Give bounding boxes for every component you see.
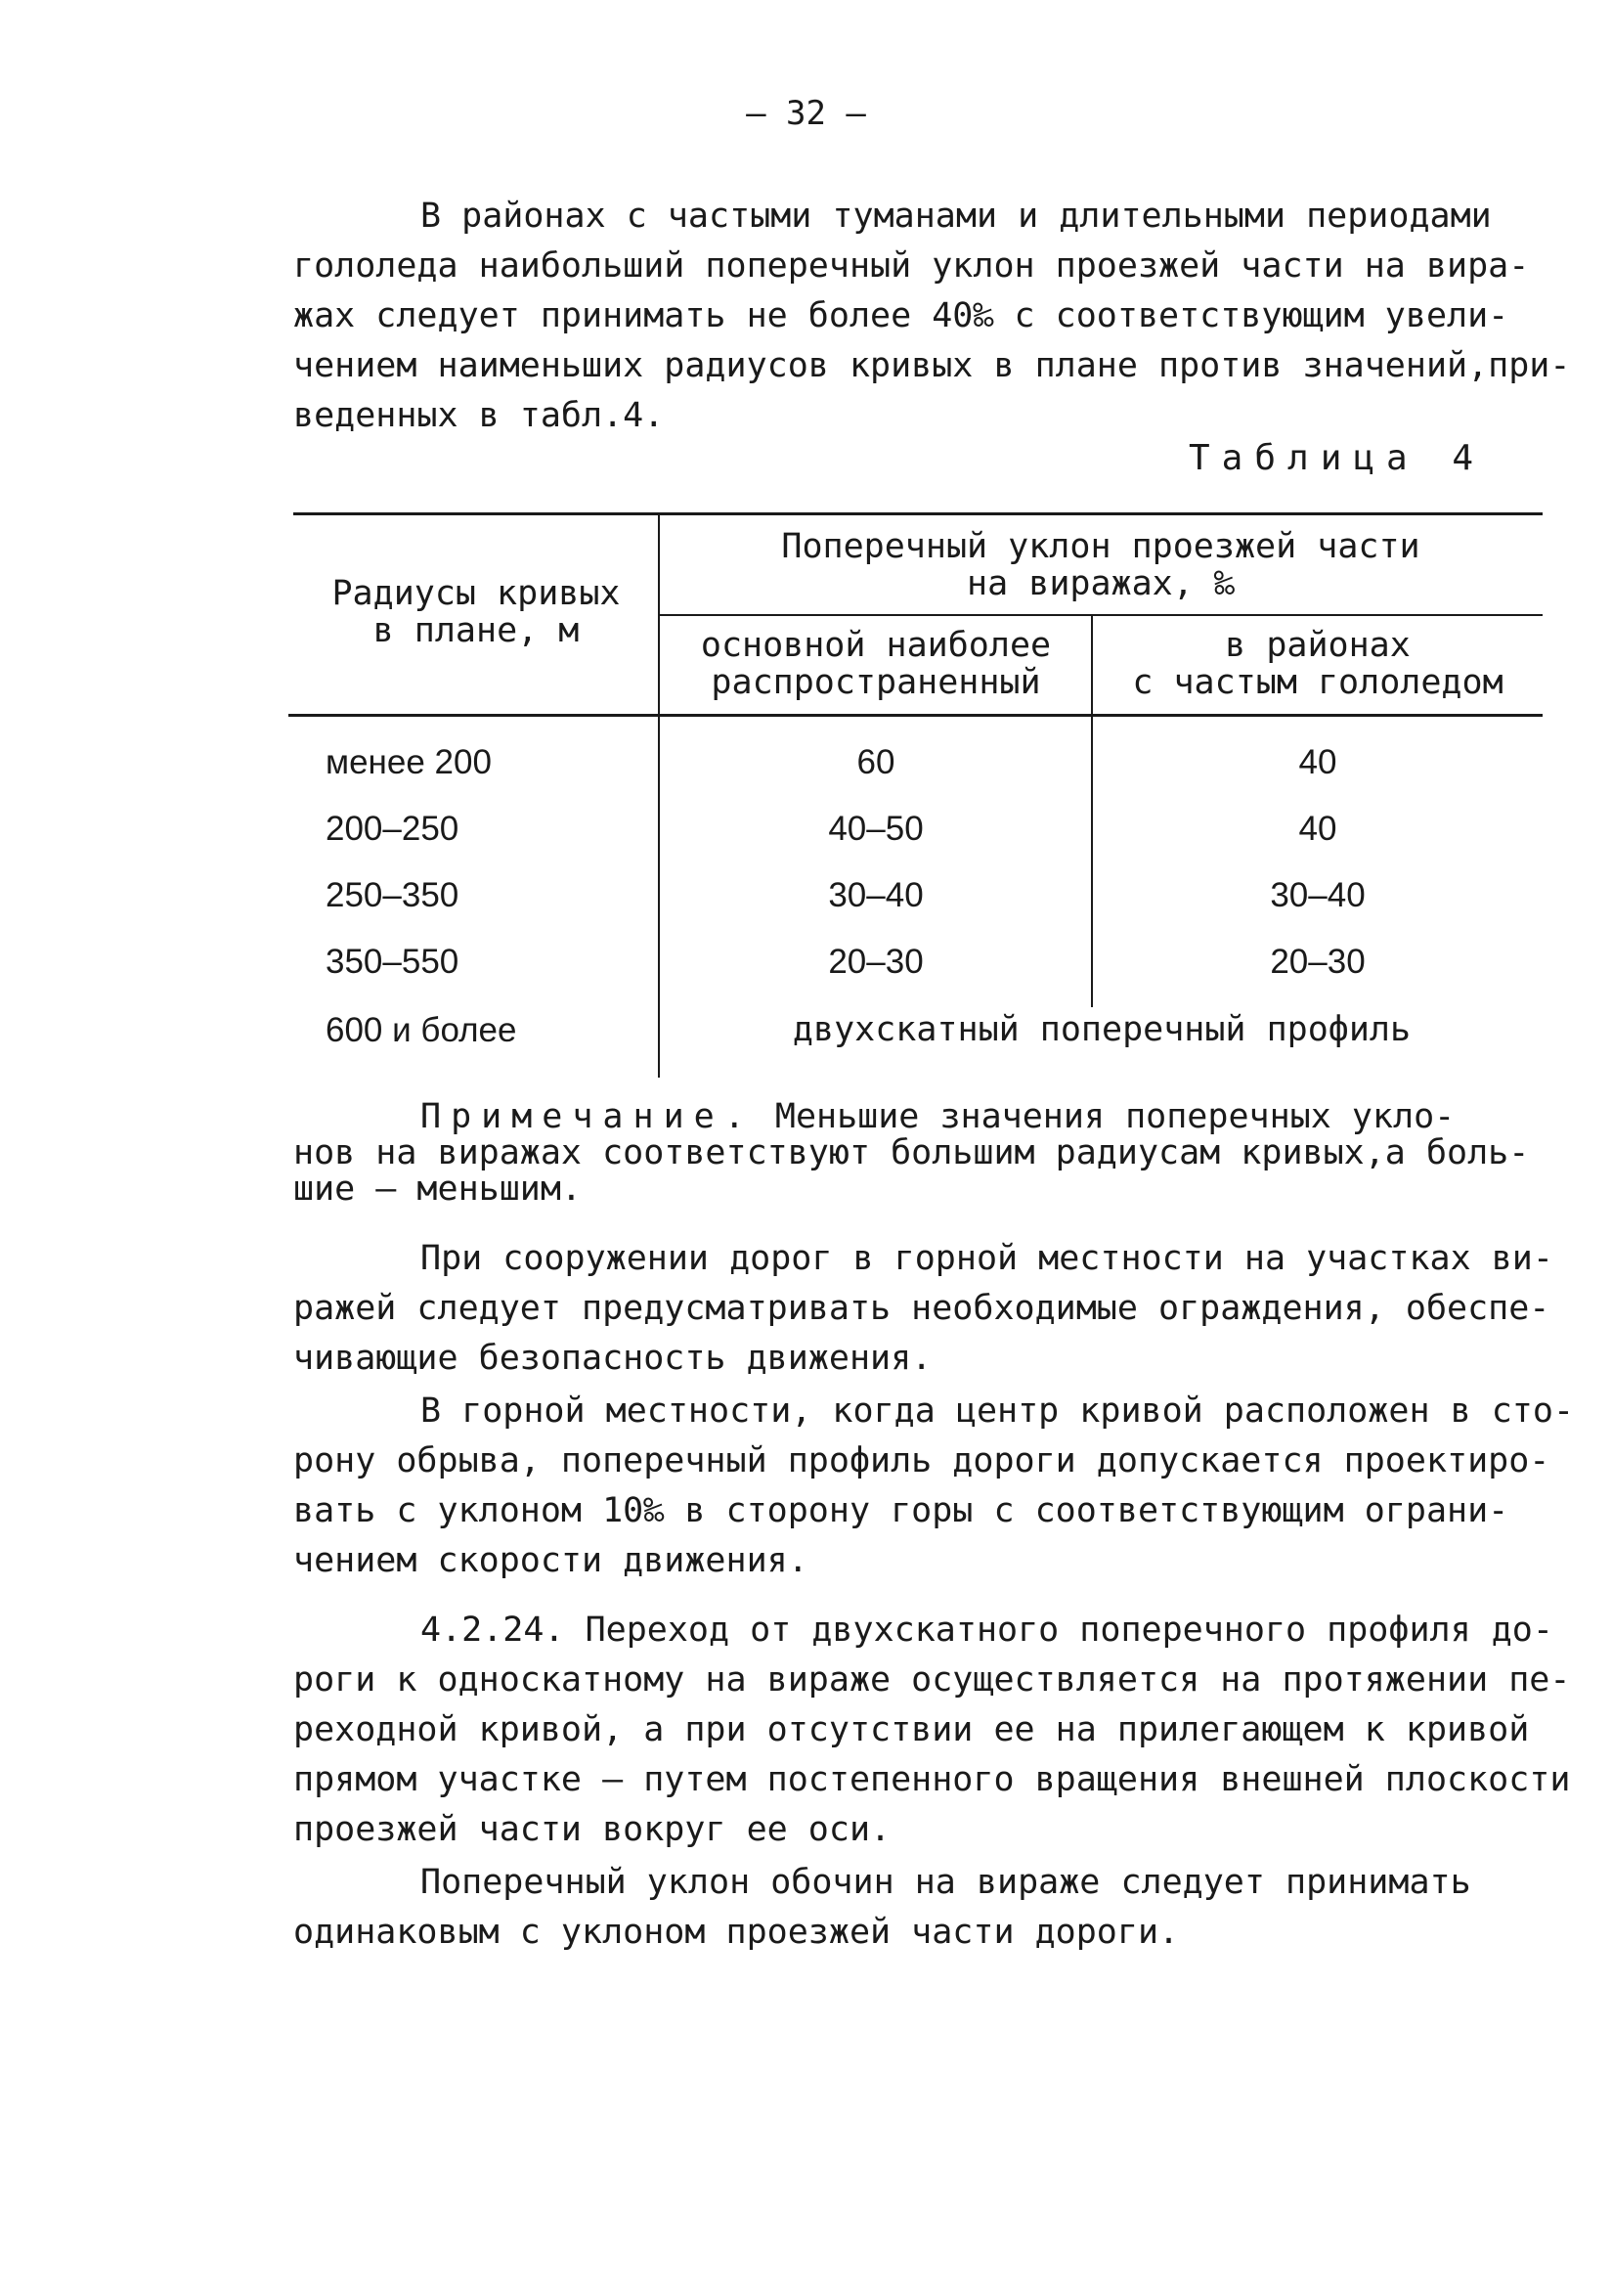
text-line: рону обрыва, поперечный профиль дороги допускается проектиро-	[293, 1441, 1550, 1480]
row-radius: 600 и более	[326, 1011, 517, 1049]
text-line: веденных в табл.4.	[293, 396, 665, 435]
row-radius: 350–550	[326, 943, 459, 981]
header-main-line1: основной наиболее	[700, 626, 1052, 665]
text-line: В районах с частыми туманами и длительными периодами	[420, 197, 1492, 236]
text-line: 4.2.24. Переход от двухскатного поперечного профиля до-	[420, 1611, 1553, 1650]
text-line: Поперечный уклон обочин на вираже следует принимать	[420, 1863, 1471, 1902]
paragraph-mountain-slope	[293, 1387, 1575, 1586]
paragraph-4-2-24	[293, 1606, 1571, 1855]
table-subheader-rule	[659, 614, 1543, 616]
row-ice: 20–30	[1270, 943, 1366, 981]
paragraph-mountain-barriers	[293, 1234, 1564, 1384]
header-slope-line1: Поперечный уклон проезжей части	[781, 527, 1420, 566]
text-line: реходной кривой, а при отсутствии ее на прилегающем к кривой	[293, 1710, 1530, 1749]
table-label: Таблица 4	[1189, 438, 1486, 478]
paragraph-fog-ice	[293, 192, 1571, 441]
text-line: жах следует принимать не более 40‰ с соответствующим увели-	[293, 296, 1509, 335]
row-main: 60	[856, 743, 895, 781]
row-main: 20–30	[828, 943, 924, 981]
header-slope-group	[659, 528, 1543, 602]
table-header-bottom-rule	[288, 714, 1543, 717]
table-note	[293, 1099, 1554, 1208]
text-line: чением наименьших радиусов кривых в плане против значений,при-	[293, 346, 1571, 385]
note-line: шие – меньшим.	[293, 1170, 583, 1209]
text-line: гололеда наибольший поперечный уклон проезжей части на вира-	[293, 246, 1530, 286]
row-ice: 40	[1298, 743, 1337, 781]
row-merged: двухскатный поперечный профиль	[792, 1010, 1412, 1049]
row-main: 40–50	[828, 810, 924, 848]
header-main	[661, 627, 1091, 701]
row-radius: 250–350	[326, 876, 459, 914]
row-radius: менее 200	[326, 743, 492, 781]
text-line: ражей следует предусматривать необходимые ограждения, обеспе-	[293, 1289, 1550, 1328]
header-ice	[1093, 627, 1543, 701]
text-line: чивающие безопасность движения.	[293, 1339, 933, 1378]
note-line: нов на виражах соответствуют большим радиусам кривых,а боль-	[293, 1133, 1530, 1172]
header-slope-line2: на виражах, ‰	[967, 564, 1235, 603]
note-label: Примечание.	[420, 1097, 755, 1136]
text-line: При сооружении дорог в горной местности на участках ви-	[420, 1239, 1553, 1278]
text-line: прямом участке – путем постепенного вращения внешней плоскости	[293, 1760, 1571, 1799]
header-radius-line2: в плане, м	[372, 611, 580, 650]
header-ice-line2: с частым гололедом	[1132, 663, 1503, 702]
row-ice: 30–40	[1270, 876, 1366, 914]
text-line: В горной местности, когда центр кривой расположен в сто-	[420, 1391, 1575, 1431]
row-radius: 200–250	[326, 810, 459, 848]
page-number: — 32 —	[746, 94, 866, 133]
paragraph-shoulder	[293, 1858, 1564, 1958]
text-line: одинаковым с уклоном проезжей части дороги.	[293, 1913, 1180, 1952]
text-line: вать с уклоном 10‰ в сторону горы с соответствующим ограни-	[293, 1491, 1509, 1530]
header-radius-line1: Радиусы кривых	[331, 574, 621, 613]
text-line: чением скорости движения.	[293, 1541, 808, 1580]
note-line: Меньшие значения поперечных укло-	[774, 1097, 1456, 1136]
table-top-rule	[293, 512, 1543, 515]
header-radius	[293, 575, 659, 649]
row-ice: 40	[1298, 810, 1337, 848]
text-line: роги к односкатному на вираже осуществляется на протяжении пе-	[293, 1660, 1571, 1700]
header-ice-line1: в районах	[1225, 626, 1411, 665]
row-main: 30–40	[828, 876, 924, 914]
header-main-line2: распространенный	[711, 663, 1041, 702]
text-line: проезжей части вокруг ее оси.	[293, 1810, 892, 1849]
